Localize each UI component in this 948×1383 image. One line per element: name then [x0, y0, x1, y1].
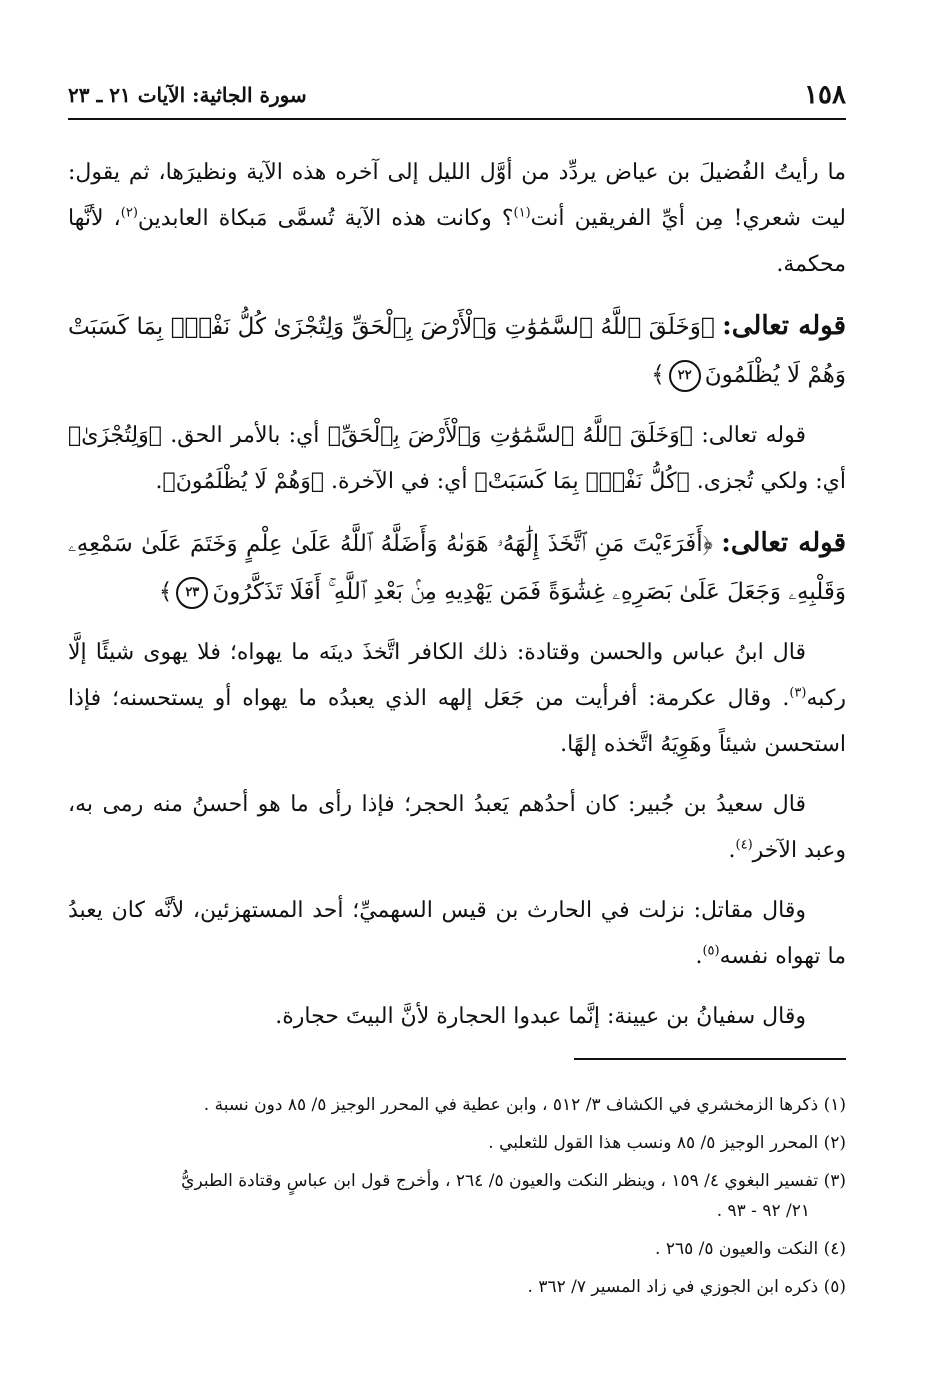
footnote-text: ذكرها الزمخشري في الكشاف ٣/ ٥١٢ ، وابن عطية في المحرر الوجيز ٥/ ٨٥ دون نسبة .	[203, 1095, 819, 1115]
footnote-2	[68, 1128, 846, 1158]
ayah-number-22: ٢٢	[669, 360, 701, 392]
paragraph-1-text-b: ؟ وكانت هذه الآية تُسمَّى مَبكاة العابدين	[137, 206, 514, 231]
paragraph-5-text-b: .	[695, 944, 703, 969]
verse-lead: قوله تعالى:	[722, 311, 847, 341]
paragraph-3-text-a: قال ابنُ عباس والحسن وقتادة: ذلك الكافر اتَّخذَ دينَه ما يهواه؛ فلا يهوى شيئًا إلَّا ركبه	[68, 640, 846, 711]
paragraph-4-text-a: قال سعيدُ بن جُبير: كان أحدُهم يَعبدُ الحجر؛ فإذا رأى ما هو أحسنُ منه رمى به، وعبد الآخر	[68, 792, 846, 863]
footnote-text-continued: ٢١/ ٩٢ - ٩٣ .	[716, 1201, 810, 1221]
paragraph-5	[68, 888, 846, 980]
page-number: ١٥٨	[804, 80, 846, 110]
footnote-text: تفسير البغوي ٤/ ١٥٩ ، وينظر النكت والعيون ٥/ ٢٦٤ ، وأخرج قول ابن عباسٍ وقتادة الطبريُّ	[181, 1171, 819, 1191]
footnote-1	[68, 1090, 846, 1120]
footnote-ref-2: (٢)	[120, 205, 138, 221]
main-text	[68, 150, 846, 1054]
footnote-number: (٥)	[823, 1277, 846, 1297]
paragraph-4-text-b: .	[728, 838, 736, 863]
footnote-5	[68, 1272, 846, 1302]
paragraph-5-text-a: وقال مقاتل: نزلت في الحارث بن قيس السهميِّ؛ أحد المستهزئين، لأنَّه كان يعبدُ ما تهواه نفسه	[68, 898, 846, 969]
header-rule	[68, 118, 846, 120]
footnote-rule	[574, 1058, 846, 1060]
footnote-number: (٣)	[823, 1171, 846, 1191]
footnote-4	[68, 1234, 846, 1264]
footnote-number: (١)	[823, 1095, 846, 1115]
footnote-3	[68, 1166, 846, 1226]
paragraph-3	[68, 630, 846, 768]
verse-block-22	[68, 302, 846, 399]
verse-close-23: ﴾	[158, 579, 173, 605]
footnote-text: النكت والعيون ٥/ ٢٦٥ .	[655, 1239, 819, 1259]
footnote-ref-3: (٣)	[789, 685, 807, 701]
running-title: سورة الجاثية: الآيات ٢١ ـ ٢٣	[68, 83, 307, 107]
verse-close-22: ﴾	[651, 362, 665, 388]
verse-block-23	[68, 519, 846, 616]
footnote-text: المحرر الوجيز ٥/ ٨٥ ونسب هذا القول للثعلبي .	[488, 1133, 819, 1153]
ayah-number-23: ٢٣	[176, 577, 208, 609]
verse-text-22: ﴿وَخَلَقَ ٱللَّهُ ٱلسَّمَٰوَٰتِ وَٱلْأَرْضَ بِٱلْحَقِّ وَلِتُجْزَىٰ كُلُّ نَفْسٍۭ بِمَا كَسَبَتْ وَهُمْ لَا يُظْلَمُونَ	[68, 314, 846, 388]
footnote-ref-1: (١)	[513, 205, 531, 221]
footnote-number: (٢)	[823, 1133, 846, 1153]
paragraph-1	[68, 150, 846, 288]
footnote-ref-4: (٤)	[735, 837, 753, 853]
verse-lead: قوله تعالى:	[721, 528, 847, 558]
footnote-ref-5: (٥)	[702, 943, 720, 959]
footnote-number: (٤)	[823, 1239, 846, 1259]
footnotes	[68, 1090, 846, 1310]
verse-text-23: ﴿أَفَرَءَيْتَ مَنِ ٱتَّخَذَ إِلَٰهَهُۥ هَوَىٰهُ وَأَضَلَّهُ ٱللَّهُ عَلَىٰ عِلْمٍ وَخَتَمَ عَلَىٰ سَمْعِهِۦ وَقَلْبِهِۦ وَجَعَلَ عَلَىٰ بَصَرِهِۦ غِشَٰوَةً فَمَن يَهْدِيهِ مِنۢ بَعْدِ ٱللَّهِ ۚ أَفَلَا تَذَكَّرُونَ	[68, 531, 846, 605]
paragraph-3-text-b: . وقال عكرمة: أفرأيت من جَعَل إلهه الذي يعبدُه ما يهواه أو يستحسنه؛ فإذا استحسن شيئاً وهَوِيَهُ اتَّخذه إلهًا.	[68, 686, 846, 757]
paragraph-1-text-c: ، لأنَّها محكمة.	[68, 206, 846, 277]
page-header	[68, 80, 846, 122]
paragraph-4	[68, 782, 846, 874]
paragraph-2: قوله تعالى: ﴿وَخَلَقَ ٱللَّهُ ٱلسَّمَٰوَٰتِ وَٱلْأَرْضَ بِٱلْحَقِّ﴾ أي: بالأمر الحق. ﴿وَلِتُجْزَىٰ﴾ أي: ولكي تُجزى. ﴿كُلُّ نَفْسٍۭ بِمَا كَسَبَتْ﴾ أي: في الآخرة. ﴿وَهُمْ لَا يُظْلَمُونَ﴾.	[68, 423, 846, 494]
paragraph-1-text-a: ما رأيتُ الفُضيلَ بن عياض يردِّد من أوَّل الليل إلى آخره هذه الآية ونظيرَها، ثم يقول: ليت شعري! مِن أيِّ الفريقين أنت	[68, 160, 846, 231]
footnote-text: ذكره ابن الجوزي في زاد المسير ٧/ ٣٦٢ .	[527, 1277, 819, 1297]
paragraph-6: وقال سفيانُ بن عيينة: إنَّما عبدوا الحجارة لأنَّ البيتَ حجارة.	[275, 1004, 806, 1029]
